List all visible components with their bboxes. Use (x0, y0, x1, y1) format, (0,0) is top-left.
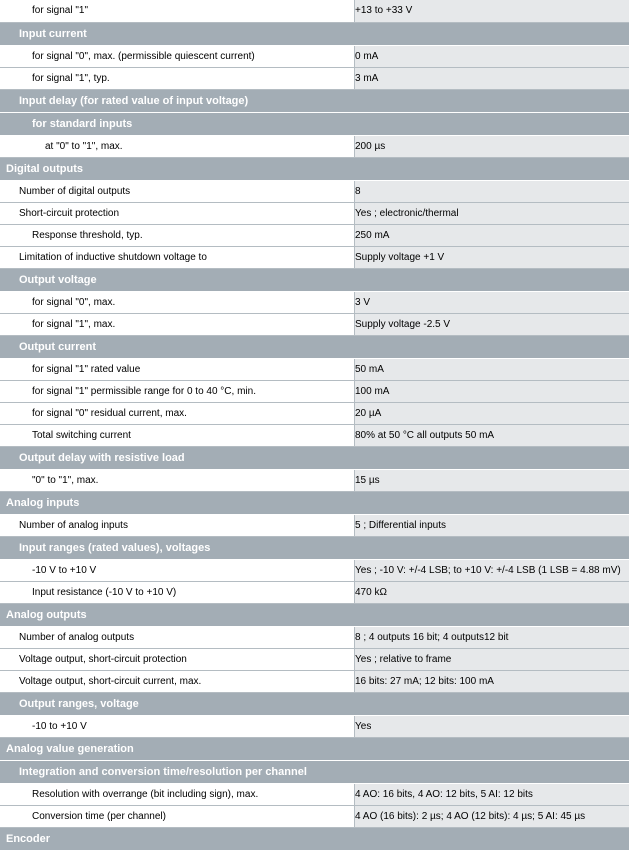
spec-value: 200 µs (355, 135, 629, 157)
spec-value: Supply voltage -2.5 V (355, 313, 629, 335)
spec-row (0, 0, 629, 22)
spec-row (0, 514, 629, 536)
section-header-label: Integration and conversion time/resolution per channel (0, 760, 629, 783)
spec-row (0, 783, 629, 805)
spec-label: for signal "1" (0, 0, 355, 22)
section-header-label: Output ranges, voltage (0, 692, 629, 715)
section-header-label: Encoder (0, 827, 629, 850)
spec-label: -10 V to +10 V (0, 559, 355, 581)
spec-row (0, 581, 629, 603)
spec-row (0, 715, 629, 737)
spec-label: for signal "1" rated value (0, 358, 355, 380)
spec-value: 16 bits: 27 mA; 12 bits: 100 mA (355, 670, 629, 692)
spec-row (0, 202, 629, 224)
section-header-label: Input delay (for rated value of input voltage) (0, 89, 629, 112)
spec-label: Voltage output, short-circuit protection (0, 648, 355, 670)
section-header-label: Analog inputs (0, 491, 629, 514)
spec-row (0, 380, 629, 402)
section-header-row (0, 89, 629, 112)
section-header-row (0, 335, 629, 358)
spec-value: 8 (355, 180, 629, 202)
spec-value: Yes (355, 715, 629, 737)
section-header-label: Output voltage (0, 268, 629, 291)
spec-row (0, 67, 629, 89)
section-header-row (0, 760, 629, 783)
spec-label: for signal "1", max. (0, 313, 355, 335)
spec-label: for signal "1", typ. (0, 67, 355, 89)
spec-value: Supply voltage +1 V (355, 246, 629, 268)
spec-value: +13 to +33 V (355, 0, 629, 22)
spec-row (0, 626, 629, 648)
section-header-row (0, 157, 629, 180)
spec-value: 250 mA (355, 224, 629, 246)
section-header-label: Digital outputs (0, 157, 629, 180)
spec-row (0, 402, 629, 424)
spec-value: 0 mA (355, 45, 629, 67)
section-header-row (0, 112, 629, 135)
section-header-label: Analog outputs (0, 603, 629, 626)
spec-label: Voltage output, short-circuit current, max. (0, 670, 355, 692)
spec-value: 470 kΩ (355, 581, 629, 603)
spec-row (0, 358, 629, 380)
spec-label: "0" to "1", max. (0, 469, 355, 491)
spec-value: Yes ; relative to frame (355, 648, 629, 670)
section-header-row (0, 491, 629, 514)
spec-value: 8 ; 4 outputs 16 bit; 4 outputs12 bit (355, 626, 629, 648)
section-header-row (0, 536, 629, 559)
spec-value: 3 V (355, 291, 629, 313)
section-header-row (0, 446, 629, 469)
section-header-row (0, 22, 629, 45)
spec-label: for signal "0", max. (permissible quiescent current) (0, 45, 355, 67)
spec-label: Limitation of inductive shutdown voltage to (0, 246, 355, 268)
spec-label: for signal "0", max. (0, 291, 355, 313)
section-header-row (0, 737, 629, 760)
spec-label: Number of digital outputs (0, 180, 355, 202)
spec-label: Short-circuit protection (0, 202, 355, 224)
spec-row (0, 469, 629, 491)
section-header-row (0, 692, 629, 715)
spec-label: -10 to +10 V (0, 715, 355, 737)
section-header-label: for standard inputs (0, 112, 629, 135)
spec-value: 100 mA (355, 380, 629, 402)
spec-value: Yes ; -10 V: +/-4 LSB; to +10 V: +/-4 LSB (1 LSB = 4.88 mV) (355, 559, 629, 581)
spec-value: 4 AO (16 bits): 2 µs; 4 AO (12 bits): 4 µs; 5 AI: 45 µs (355, 805, 629, 827)
section-header-row (0, 827, 629, 850)
section-header-row (0, 603, 629, 626)
spec-row (0, 805, 629, 827)
spec-value: 15 µs (355, 469, 629, 491)
spec-label: Input resistance (-10 V to +10 V) (0, 581, 355, 603)
spec-value: 4 AO: 16 bits, 4 AO: 12 bits, 5 AI: 12 bits (355, 783, 629, 805)
spec-label: Resolution with overrange (bit including sign), max. (0, 783, 355, 805)
spec-row (0, 559, 629, 581)
spec-row (0, 180, 629, 202)
section-header-label: Output current (0, 335, 629, 358)
spec-label: Total switching current (0, 424, 355, 446)
spec-row (0, 670, 629, 692)
section-header-label: Input current (0, 22, 629, 45)
spec-value: 80% at 50 °C all outputs 50 mA (355, 424, 629, 446)
spec-row (0, 648, 629, 670)
spec-label: for signal "1" permissible range for 0 to 40 °C, min. (0, 380, 355, 402)
section-header-label: Output delay with resistive load (0, 446, 629, 469)
section-header-label: Analog value generation (0, 737, 629, 760)
spec-value: 3 mA (355, 67, 629, 89)
spec-label: Number of analog outputs (0, 626, 355, 648)
spec-label: Conversion time (per channel) (0, 805, 355, 827)
spec-label: Response threshold, typ. (0, 224, 355, 246)
spec-value: 50 mA (355, 358, 629, 380)
spec-value: Yes ; electronic/thermal (355, 202, 629, 224)
spec-row (0, 291, 629, 313)
spec-label: Number of analog inputs (0, 514, 355, 536)
spec-row (0, 246, 629, 268)
spec-row (0, 45, 629, 67)
spec-row (0, 424, 629, 446)
spec-row (0, 224, 629, 246)
spec-value: 5 ; Differential inputs (355, 514, 629, 536)
section-header-row (0, 268, 629, 291)
spec-row (0, 135, 629, 157)
spec-label: for signal "0" residual current, max. (0, 402, 355, 424)
section-header-label: Input ranges (rated values), voltages (0, 536, 629, 559)
spec-value: 20 µA (355, 402, 629, 424)
spec-row (0, 313, 629, 335)
spec-label: at "0" to "1", max. (0, 135, 355, 157)
